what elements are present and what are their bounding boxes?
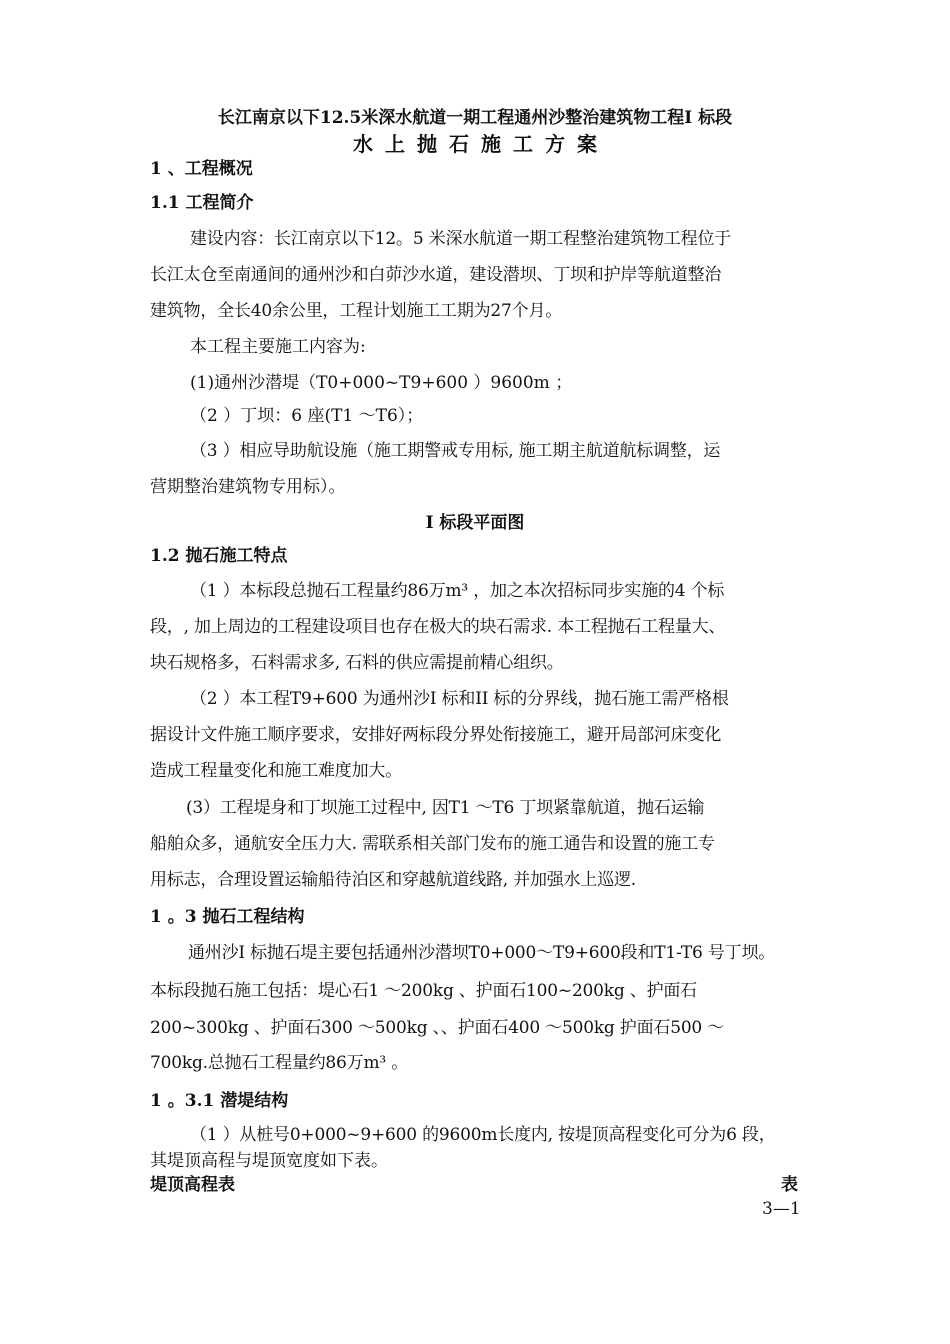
paragraph-line: (3）工程堤身和丁坝施工过程中, 因T1 ～T6 丁坝紧靠航道，抛石运输 bbox=[186, 798, 705, 818]
list-item: (1)通州沙潜堤（T0+000~T9+600 ）9600m ； bbox=[190, 373, 573, 393]
paragraph-line: 建设内容：长江南京以下12。5 米深水航道一期工程整治建筑物工程位于 bbox=[190, 229, 732, 249]
document-subtitle: 水上抛石施工方案 bbox=[353, 132, 609, 156]
paragraph-line: 建筑物，全长40余公里，工程计划施工工期为27个月。 bbox=[150, 301, 563, 321]
paragraph-line: 块石规格多，石料需求多, 石料的供应需提前精心组织。 bbox=[150, 653, 564, 673]
paragraph-line: 造成工程量变化和施工难度加大。 bbox=[150, 761, 402, 781]
table-label: 表 bbox=[781, 1175, 798, 1195]
paragraph-line: 长江太仓至南通间的通州沙和白茆沙水道，建设潜坝、丁坝和护岸等航道整治 bbox=[150, 265, 722, 285]
section-heading-1-2: 1.2 抛石施工特点 bbox=[150, 546, 288, 566]
paragraph-line: （2 ）本工程T9+600 为通州沙I 标和II 标的分界线，抛石施工需严格根 bbox=[190, 689, 729, 709]
paragraph-line: 船舶众多，通航安全压力大. 需联系相关部门发布的施工通告和设置的施工专 bbox=[150, 834, 715, 854]
section-heading-1: 1 、工程概况 bbox=[150, 159, 253, 179]
paragraph-line: （1 ）本标段总抛石工程量约86万m³ ，加之本次招标同步实施的4 个标 bbox=[190, 581, 725, 601]
paragraph-line: 本工程主要施工内容为: bbox=[190, 337, 366, 357]
section-heading-1-3: 1 。3 抛石工程结构 bbox=[150, 907, 305, 927]
list-item-continuation: 营期整治建筑物专用标）。 bbox=[150, 477, 346, 497]
paragraph-line: 其堤顶高程与堤顶宽度如下表。 bbox=[150, 1151, 388, 1171]
paragraph-line: 本标段抛石施工包括：堤心石1 ～200kg 、护面石100~200kg 、护面石 bbox=[150, 981, 697, 1001]
paragraph-line: 据设计文件施工顺序要求，安排好两标段分界处衔接施工，避开局部河床变化 bbox=[150, 725, 722, 745]
paragraph-line: 200~300kg 、护面石300 ～500kg 、、护面石400 ～500kg 护面石500 ～ bbox=[150, 1018, 725, 1038]
paragraph-line: （1 ）从桩号0+000~9+600 的9600m长度内, 按堤顶高程变化可分为6 段， bbox=[190, 1125, 776, 1145]
list-item: （3 ）相应导助航设施（施工期警戒专用标, 施工期主航道航标调整，运 bbox=[190, 441, 721, 461]
paragraph-line: 段，, 加上周边的工程建设项目也存在极大的块石需求. 本工程抛石工程量大、 bbox=[150, 617, 726, 637]
table-caption: 堤顶高程表 bbox=[150, 1175, 235, 1195]
list-item: （2 ）丁坝：6 座(T1 ～T6）； bbox=[190, 406, 424, 426]
paragraph-line: 700kg.总抛石工程量约86万m³ 。 bbox=[150, 1053, 409, 1073]
section-heading-1-1: 1.1 工程简介 bbox=[150, 193, 254, 213]
document-title: 长江南京以下12.5米深水航道一期工程通州沙整治建筑物工程I 标段 bbox=[217, 108, 733, 128]
table-number: 3—1 bbox=[762, 1199, 801, 1219]
figure-caption: I 标段平面图 bbox=[425, 513, 525, 533]
section-heading-1-3-1: 1 。3.1 潜堤结构 bbox=[150, 1091, 289, 1111]
paragraph-line: 通州沙I 标抛石堤主要包括通州沙潜坝T0+000～T9+600段和T1-T6 号丁坝。 bbox=[188, 943, 776, 963]
paragraph-line: 用标志，合理设置运输船待泊区和穿越航道线路, 并加强水上巡逻. bbox=[150, 870, 637, 890]
